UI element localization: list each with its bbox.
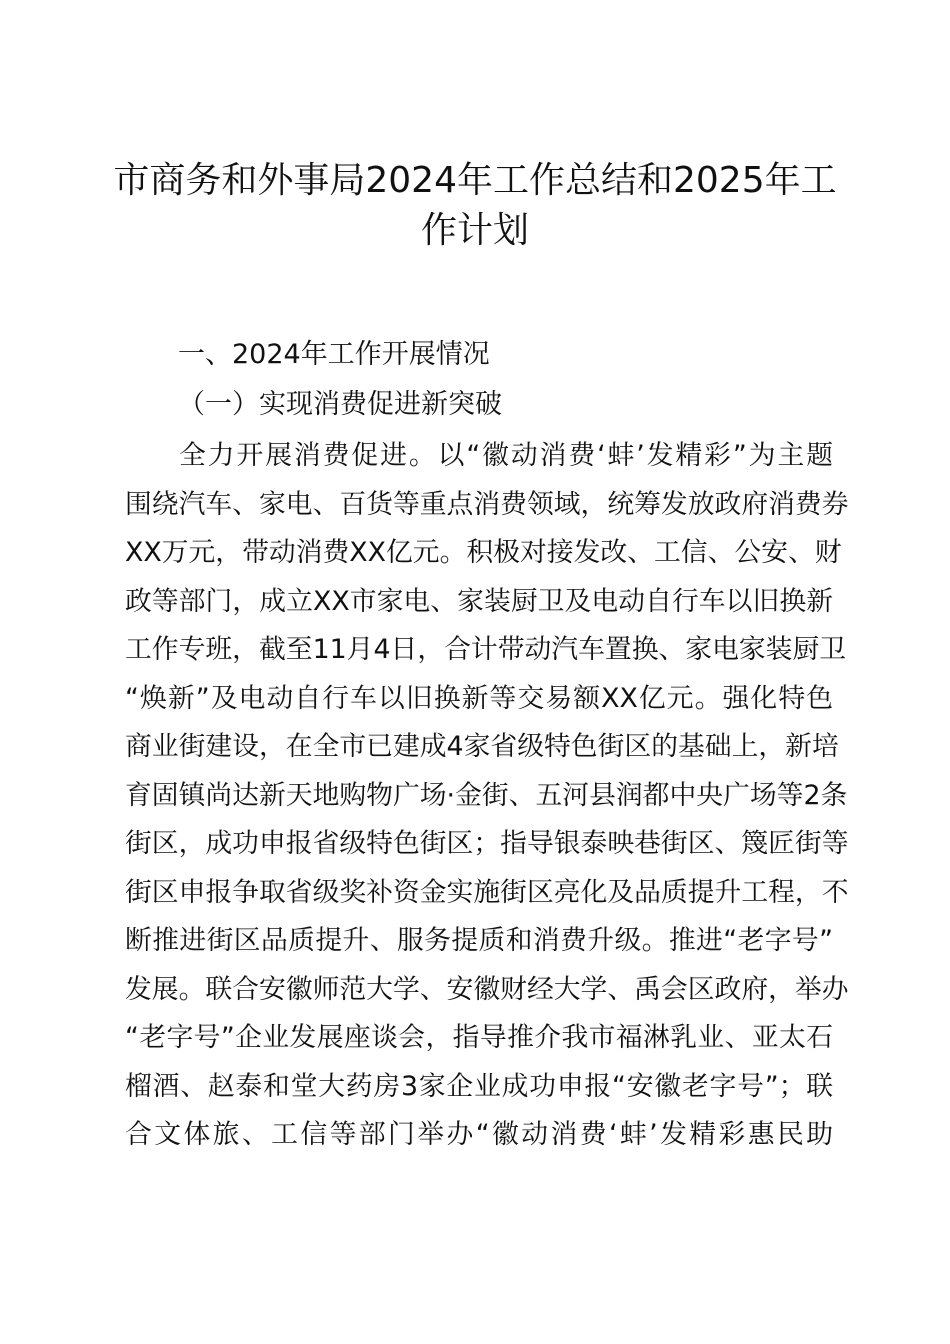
- paragraph-line: XX万元，带动消费XX亿元。积极对接发改、工信、公安、财: [125, 537, 842, 568]
- document-title: [110, 156, 840, 256]
- paragraph-line: 发展。联合安徽师范大学、安徽财经大学、禹会区政府，举办: [125, 973, 849, 1005]
- paragraph-line: 街区申报争取省级奖补资金实施街区亮化及品质提升工程，不: [125, 876, 849, 908]
- title-line-1: 市商务和外事局2024年工作总结和2025年工: [113, 160, 837, 201]
- paragraph-line: 榴酒、赵泰和堂大药房3家企业成功申报“安徽老字号”；联: [125, 1070, 833, 1102]
- paragraph-line: 育固镇尚达新天地购物广场·金街、五河县润都中央广场等2条: [125, 779, 848, 811]
- paragraph-line: 政等部门，成立XX市家电、家装厨卫及电动自行车以旧换新: [125, 585, 833, 617]
- body-paragraph: [125, 432, 849, 1160]
- paragraph-line: 街区，成功申报省级特色街区；指导银泰映巷街区、篾匠街等: [125, 828, 849, 859]
- subsection-heading: （一）实现消费促进新突破: [178, 389, 502, 420]
- paragraph-line: 全力开展消费促进。以“徽动消费‘蚌’发精彩”为主题: [179, 440, 833, 471]
- paragraph-line: 商业街建设，在全市已建成4家省级特色街区的基础上，新培: [125, 731, 839, 762]
- paragraph-line: “老字号”企业发展座谈会，指导推介我市福淋乳业、亚太石: [125, 1022, 833, 1053]
- paragraph-line: 合文体旅、工信等部门举办“徽动消费‘蚌’发精彩惠民助: [125, 1119, 833, 1150]
- paragraph-line: 围绕汽车、家电、百货等重点消费领域，统筹发放政府消费券: [125, 488, 849, 520]
- paragraph-line: 断推进街区品质提升、服务提质和消费升级。推进“老字号”: [125, 925, 833, 956]
- title-line-2: 作计划: [420, 210, 529, 251]
- section-heading: 一、2024年工作开展情况: [178, 339, 490, 370]
- paragraph-line: 工作专班，截至11月4日，合计带动汽车置换、家电家装厨卫: [125, 634, 847, 665]
- paragraph-line: “焕新”及电动自行车以旧换新等交易额XX亿元。强化特色: [125, 682, 833, 714]
